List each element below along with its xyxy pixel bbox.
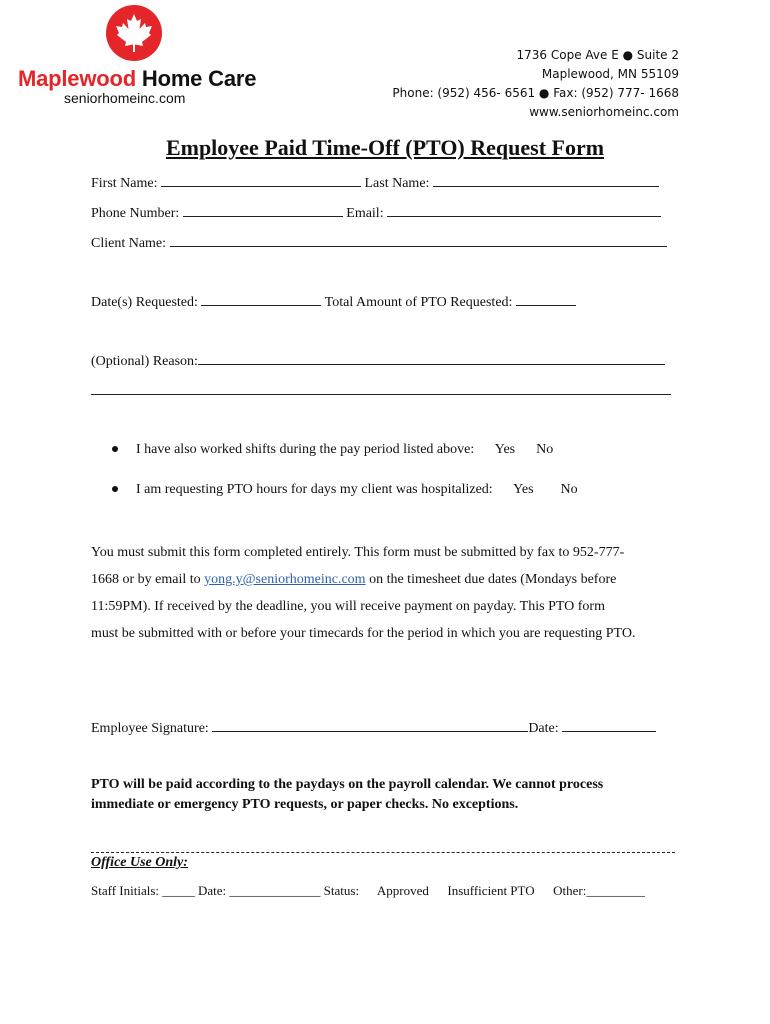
question-1 [112,442,553,458]
company-name-black: Home Care [135,66,257,91]
office-use-row [91,883,645,899]
instructions-line-2 [91,566,691,593]
question-2-no[interactable]: No [560,482,578,497]
question-1-text: I have also worked shifts during the pay period listed above: [136,442,475,457]
last-name-field[interactable] [433,174,659,187]
office-use-label: Office Use Only: [91,855,188,870]
client-name-field[interactable] [170,234,667,247]
status-other: Other:_________ [553,883,645,898]
question-1-no[interactable]: No [536,442,554,457]
divider [91,852,675,853]
client-row [91,234,667,252]
dates-requested-label: Date(s) Requested: [91,295,198,310]
signature-label: Employee Signature: [91,721,209,736]
bullet-icon [112,486,118,492]
payment-notice-line-1: PTO will be paid according to the paydays on the payroll calendar. We cannot process [91,777,604,792]
reason-field-line-2[interactable] [91,382,671,395]
status-label: Status: [323,883,360,898]
company-name [18,66,256,92]
staff-initials: Staff Initials: _____ [91,883,195,898]
phone-field[interactable] [183,204,343,217]
email-link[interactable]: yong.y@seniorhomeinc.com [204,572,366,587]
form-title: Employee Paid Time-Off (PTO) Request Form [165,135,605,160]
instructions-line-4: must be submitted with or before your timecards for the period in which you are requesting PTO. [91,626,636,641]
contact-row [91,204,661,222]
maple-leaf-logo [106,5,162,61]
signature-date-field[interactable] [562,719,656,732]
company-address [392,46,679,122]
question-1-yes[interactable]: Yes [494,442,516,457]
instructions-line-1: You must submit this form completed entirely. This form must be submitted by fax to 952-777- [91,545,625,560]
signature-field[interactable] [212,719,528,732]
client-name-label: Client Name: [91,236,167,251]
payment-notice [91,775,603,815]
signature-row [91,719,656,737]
status-insufficient: Insufficient PTO [447,883,535,898]
reason-row [91,352,665,370]
reason-row-2 [91,382,671,400]
payment-notice-line-2: immediate or emergency PTO requests, or paper checks. No exceptions. [91,797,519,812]
first-name-field[interactable] [161,174,361,187]
bullet-icon [112,446,118,452]
question-2 [112,482,578,498]
company-site: seniorhomeinc.com [64,90,186,106]
total-pto-label: Total Amount of PTO Requested: [324,295,513,310]
email-field[interactable] [387,204,661,217]
address-line-2: Maplewood, MN 55109 [541,67,679,81]
name-row [91,174,659,192]
office-date: Date: ______________ [198,883,321,898]
question-2-yes[interactable]: Yes [513,482,534,497]
dates-requested-field[interactable] [201,293,321,306]
reason-label: (Optional) Reason: [91,354,198,369]
address-line-3: Phone: (952) 456- 6561 ● Fax: (952) 777- 1668 [392,86,679,100]
first-name-label: First Name: [91,176,158,191]
instructions-line-2-pre: 1668 or by email to [91,572,205,587]
signature-date-label: Date: [528,721,559,736]
question-2-text: I am requesting PTO hours for days my client was hospitalized: [136,482,493,497]
instructions-paragraph [91,539,691,647]
instructions-line-2-post: on the timesheet due dates (Mondays before [365,572,617,587]
total-pto-field[interactable] [516,293,576,306]
address-line-4: www.seniorhomeinc.com [529,105,679,119]
email-label: Email: [346,206,384,221]
phone-label: Phone Number: [91,206,180,221]
maple-leaf-icon [114,12,154,54]
status-approved: Approved [376,883,429,898]
instructions-line-3: 11:59PM). If received by the deadline, you will receive payment on payday. This PTO form [91,599,605,614]
dates-row [91,293,576,311]
company-name-red: Maplewood [18,66,136,91]
address-line-1: 1736 Cope Ave E ● Suite 2 [516,48,679,62]
reason-field[interactable] [198,352,665,365]
last-name-label: Last Name: [364,176,430,191]
